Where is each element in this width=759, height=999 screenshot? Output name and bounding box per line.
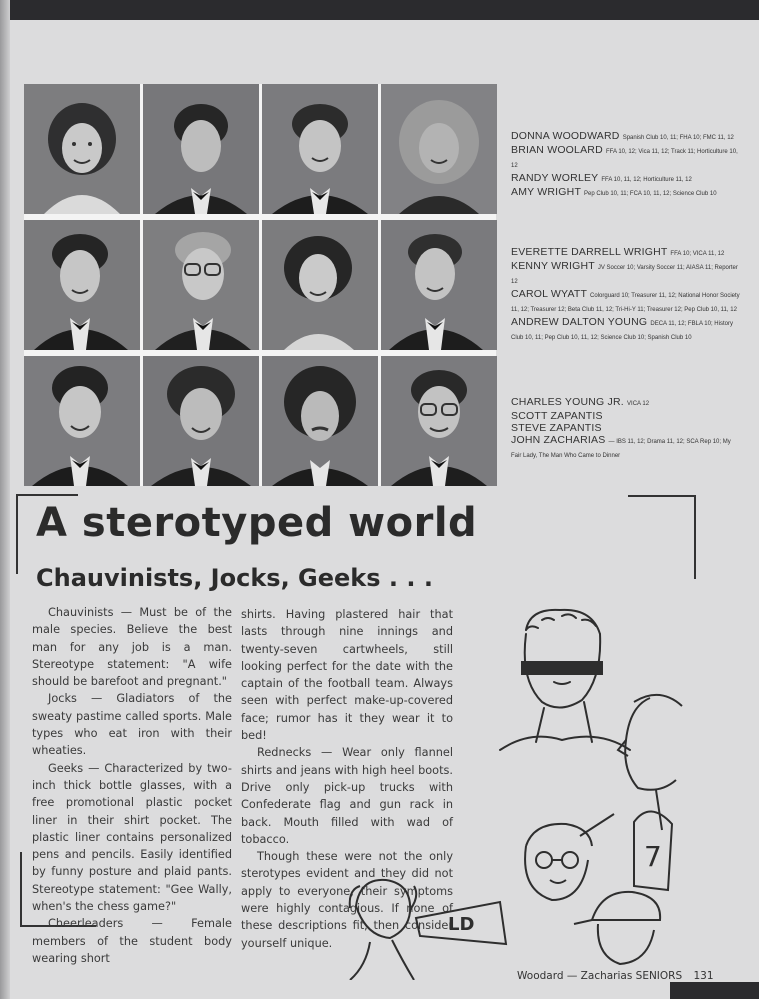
caption-line: DONNA WOODWARD Spanish Club 10, 11; FHA 10; FMC 11, 12 <box>511 130 734 142</box>
caption-group-2 <box>511 246 741 344</box>
caption-line: AMY WRIGHT Pep Club 10, 11; FCA 10, 11, 12; Science Club 10 <box>511 186 717 198</box>
stereotype-cartoon-illustration <box>330 590 720 980</box>
article-subhead: Chauvinists, Jocks, Geeks . . . <box>36 564 433 592</box>
portrait-kenny-wright <box>143 220 259 350</box>
portrait-carol-wyatt <box>262 220 378 350</box>
jock-sunglasses-figure <box>500 610 630 750</box>
caption-line: CHARLES YOUNG JR. VICA 12 <box>511 396 650 408</box>
paragraph: Geeks — Characterized by two-inch thick bottle glasses, with a free promotional plastic pocket liner in their shirt pocket. The plastic liner contains personalized pens and pencils. Easily identified by funny posture and plaid pants. Stereotype statement: "Gee Wally, when's the chess game?" <box>32 761 232 914</box>
caption-line: JOHN ZACHARIAS — IBS 11, 12; Drama 11, 12; SCA Rep 10; My Fair Lady, The Man Who Came to Dinner <box>511 434 731 459</box>
article-column-1 <box>32 604 232 967</box>
cheerleader-figure <box>350 880 506 980</box>
caption-line: BRIAN WOOLARD FFA 10, 12; Vica 11, 12; Track 11; Horticulture 10, 12 <box>511 144 738 169</box>
caption-group-3 <box>511 396 741 462</box>
caption-line: SCOTT ZAPANTIS <box>511 410 603 422</box>
portrait-everette-wright <box>24 220 140 350</box>
page-number: 131 <box>693 970 714 982</box>
book-spine <box>0 0 10 999</box>
portrait-randy-worley <box>262 84 378 214</box>
portrait-donna-woodward <box>24 84 140 214</box>
paragraph: Chauvinists — Must be of the male species. Believe the best man for any job is a man. Stereotype statement: "A wife should be barefoot and pregnant." <box>32 606 232 689</box>
page-top-band <box>0 0 759 20</box>
frame-bracket <box>16 494 78 496</box>
frame-bracket <box>20 852 22 927</box>
frame-bracket <box>628 495 696 497</box>
page-corner-band <box>670 982 759 999</box>
megaphone-text: LD <box>448 914 475 935</box>
frame-bracket <box>694 495 696 579</box>
caption-line: CAROL WYATT Colorguard 10; Treasurer 11, 12; National Honor Society 11, 12; Treasurer 12; Beta Club 11, 12; Tri-Hi-Y 11; Treasurer 12; Pep Club 10, 11, 12 <box>511 288 740 313</box>
page-footer <box>517 970 714 982</box>
portrait-charles-young <box>24 356 140 486</box>
paragraph: Rednecks — Wear only flannel shirts and jeans with high heel boots. Drive only pick-up trucks with Confederate flag and gun rack in back. Mouth filled with wad of tobacco. <box>241 746 453 846</box>
caption-line: RANDY WORLEY FFA 10, 11, 12; Horticulture 11, 12 <box>511 172 692 184</box>
paragraph: Jocks — Gladiators of the sweaty pastime called sports. Male types who eat iron with their wheaties. <box>32 692 232 758</box>
portrait-amy-wright <box>381 84 497 214</box>
portrait-scott-zapantis <box>143 356 259 486</box>
paragraph: Though these were not the only sterotypes evident and they did not apply to everyone, their symptoms were highly contagious. If none of these descriptions fit, then consider yourself unique. <box>241 850 453 950</box>
portrait-grid <box>24 84 496 486</box>
paragraph: Cheerleaders — Female members of the student body wearing short <box>32 917 232 965</box>
redneck-profile-figure <box>618 695 682 830</box>
jersey-figure <box>634 811 672 890</box>
portrait-brian-woolard <box>143 84 259 214</box>
caption-line: KENNY WRIGHT JV Soccer 10; Varsity Soccer 11; AIASA 11; Reporter 12 <box>511 260 738 285</box>
jersey-number: 7 <box>644 840 662 873</box>
portrait-john-zacharias <box>381 356 497 486</box>
caption-line: STEVE ZAPANTIS <box>511 422 602 434</box>
caption-line: EVERETTE DARRELL WRIGHT FFA 10; VICA 11, 12 <box>511 246 725 258</box>
cap-figure <box>574 892 660 964</box>
caption-group-1 <box>511 130 741 200</box>
article-headline: A sterotyped world <box>36 500 478 546</box>
footer-text: Woodard — Zacharias SENIORS <box>517 970 683 982</box>
frame-bracket <box>16 494 18 574</box>
caption-line: ANDREW DALTON YOUNG DECA 11, 12; FBLA 10; History Club 10, 11; Pep Club 10, 11, 12; Science Club 10; Spanish Club 10 <box>511 316 733 341</box>
paragraph: shirts. Having plastered hair that lasts through nine innings and twenty-seven cartwheels, still looking perfect for the date with the captain of the football team. Always seen with perfect make-up-covered face; rumor has it they wear it to bed! <box>241 608 453 743</box>
geek-glasses-figure <box>525 814 614 900</box>
portrait-steve-zapantis <box>262 356 378 486</box>
portrait-andrew-young <box>381 220 497 350</box>
